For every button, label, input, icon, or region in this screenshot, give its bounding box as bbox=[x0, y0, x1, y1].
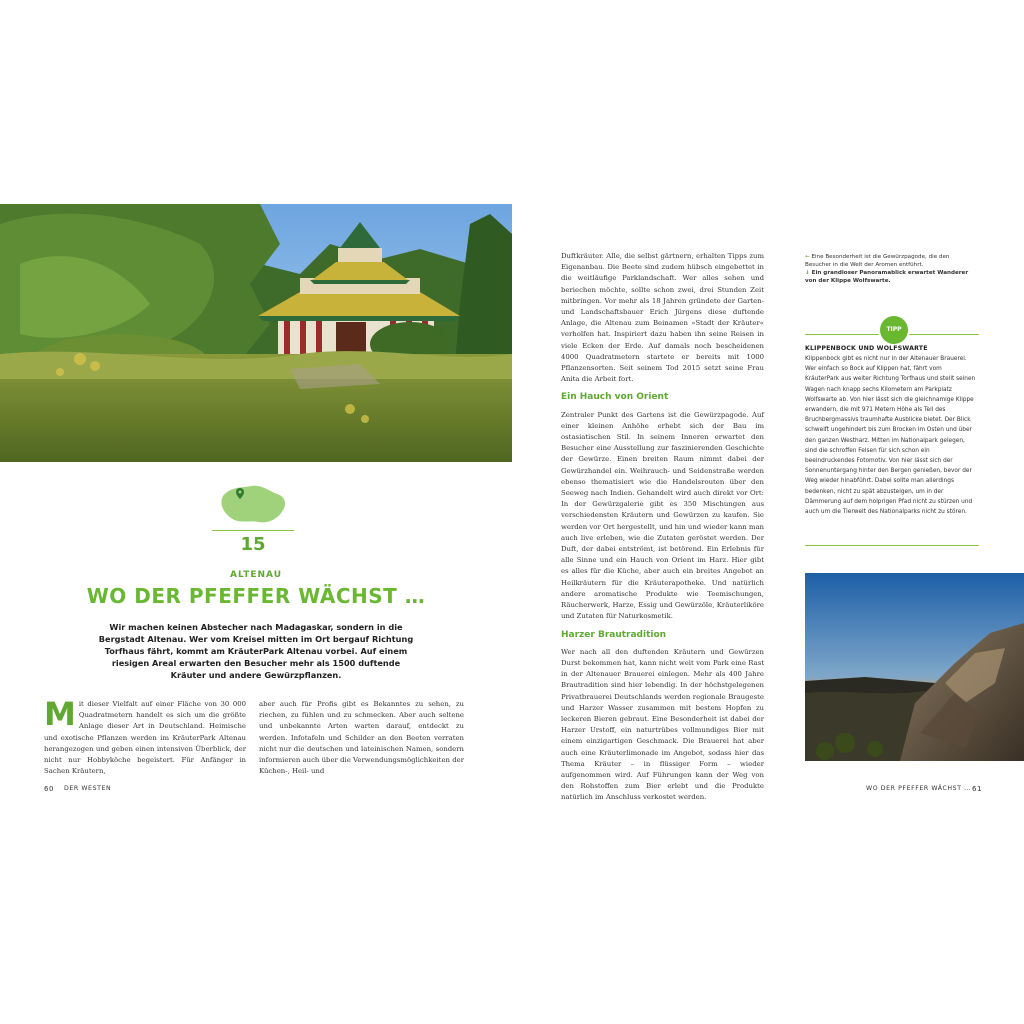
drop-cap: M bbox=[44, 695, 76, 733]
body-column-1 bbox=[44, 695, 246, 777]
arrow-left-icon: ← bbox=[805, 254, 810, 260]
subheading-orient: Ein Hauch von Orient bbox=[561, 392, 669, 403]
intro-paragraph: Wir machen keinen Abstecher nach Madagaskar, sondern in die Bergstadt Altenau. Wer vom Kreisel mitten im Ort bergauf Richtung Torfhaus fährt, kommt am KräuterPark Altenau vorbei. Auf einem riesigen Areal erwarten den Besucher mehr als 1500 duftende Kräuter und andere Gewürzpflanzen. bbox=[98, 622, 414, 680]
tip-text: Klippenbock gibt es nicht nur in der Altenauer Brauerei. Wer einfach so Bock auf Klippen hat, fährt vom KräuterPark aus weiter Richtung Torfhaus und stellt seinen Wagen nach knapp sechs Kilometern am Parkplatz Wolfswarte ab. Von hier lässt sich die gleichnamige Klippe erwandern, die mit 971 Metern Höhe als Teil des Bruchbergmassivs traumhafte Ausblicke bietet. Der Blick schweift ungehindert bis zum Brocken im Osten und über den ganzen Westharz. Mitten im Nationalpark gelegen, sind die schroffen Felsen für sich schon ein beeindruckendes Fotomotiv. Von hier lässt sich der Sonnenuntergang hinter den Bergen genießen, bevor der Weg wieder hinabführt. Dabei sollte man allerdings bedenken, nicht zu spät abzusteigen, um in der Dämmerung auf dem holprigen Pfad nicht zu stürzen und auch um die Tierwelt des Nationalparks nicht zu stören. bbox=[805, 356, 976, 516]
caption-pagoda: ← Eine Besonderheit ist die Gewürzpagode, die den Besucher in die Welt der Aromen entführt. bbox=[805, 254, 950, 268]
tip-rule-left bbox=[805, 334, 879, 335]
pagoda-photo bbox=[0, 204, 512, 462]
col1-text: it dieser Vielfalt auf einer Fläche von 30 000 Quadratmetern handelt es sich um die größte Anlage dieser Art in Deutschland. Heimische und exotische Pflanzen werden im KräuterPark Altenau herangezogen und geben einen intensiven Überblick, der nicht nur Hobbyköche begeistert. Für Anfänger in Sachen Kräutern, bbox=[44, 700, 246, 776]
col3-paragraph-1: Duftkräuter. Alle, die selbst gärtnern, erhalten Tipps zum Eigenanbau. Die Beete sind zudem hübsch eingebettet in die weitläufige Parklandschaft. Wer alles sehen und beriechen möchte, sollte schon zwei, drei Stunden Zeit mitbringen. Vor mehr als 18 Jahren gründete der Garten- und Landschaftsbauer Erich Jürgens diese duftende Anlage, die Altenau zum Beinamen »Stadt der Kräuter« verholfen hat. Inspiriert dazu haben ihn seine Reisen in viele Ecken der Erde. Auf damals noch bescheidenen 4000 Quadratmetern startete er bereits mit 1000 Pflanzensorten. Seit seinem Tod 2015 setzt seine Frau Anita die Arbeit fort. bbox=[561, 252, 764, 384]
tour-number: 15 bbox=[240, 534, 266, 555]
col3-paragraph-3: Wer nach all den duftenden Kräutern und Gewürzen Durst bekommen hat, kann nicht weit vom Park eine Rast in der Altenauer Brauerei einlegen. Mehr als 400 Jahre Brautradition sind hier lebendig. In der höchstgelegenen Privatbrauerei Deutschlands werden regionale Braugeste und Harzer Wasser zusammen mit bestem Hopfen zu leckeren Bieren gebraut. Eine Besonderheit ist dabei der Harzer Urstoff, ein naturtrübes vollmundiges Bier mit einem einzigartigen Geschmack. Die Brauerei hat aber auch eine Kräuterlimonade im Angebot, sodass hier das Thema Kräuter – in flüssiger Form – wieder aufgenommen wird. Auf Führungen kann der Weg von den Rohstoffen zum Bier erlebt und die Produkte natürlich im Anschluss verkostet werden. bbox=[561, 647, 764, 802]
arrow-down-icon: ↓ bbox=[805, 270, 810, 276]
left-page-number: 60 bbox=[44, 785, 55, 793]
tip-title: KLIPPENBOCK UND WOLFSWARTE bbox=[805, 345, 928, 352]
body-column-2: aber auch für Profis gibt es Bekanntes zu sehen, zu riechen, zu fühlen und zu schmecken. Aber auch seltene und unbekannte Arten warten darauf, entdeckt zu werden. Infotafeln und Schilder an den Beeten verraten nicht nur die deutschen und lateinischen Namen, sondern informieren auch über die Verwendungsmöglichkeiten der Küchen-, Heil- und bbox=[259, 700, 464, 776]
running-title: WO DER PFEFFER WÄCHST … bbox=[866, 785, 971, 792]
tip-rule-bottom bbox=[805, 545, 979, 546]
left-section-label: DER WESTEN bbox=[64, 785, 112, 792]
right-page-number: 61 bbox=[972, 785, 983, 793]
article-title: WO DER PFEFFER WÄCHST … bbox=[86, 584, 426, 608]
body-column-3 bbox=[561, 251, 764, 804]
caption-wolfswarte: ↓ Ein grandioser Panoramablick erwartet Wanderer von der Klippe Wolfswarte. bbox=[805, 270, 969, 284]
wolfswarte-photo bbox=[805, 573, 1024, 761]
number-rule bbox=[212, 530, 294, 531]
tip-badge: TIPP bbox=[880, 316, 908, 344]
col3-paragraph-2: Zentraler Punkt des Gartens ist die Gewürzpagode. Auf einer kleinen Anhöhe erhebt sich der Bau im ostasiatischen Stil. In seinem Inneren erwartet den Besucher eine Ausstellung zur faszinierenden Geschichte der Gewürze. Einen breiten Raum nimmt dabei der Gewürzhandel ein. Weihrauch- und Seidenstraße werden ebenso thematisiert wie die Handelsrouten über den Seeweg nach Indien. Gehandelt wird auch direkt vor Ort: In der Gewürzgalerie gibt es 350 Mischungen aus verschiedensten Kräutern und Gewürzen zu kaufen. Sie werden vor Ort hergestellt, und hin und wieder kann man auch live erleben, wie die Zutaten geröstet werden. Der Duft, der dabei entströmt, ist betörend. Ein Erlebnis für alle Sinne und ein Hauch von Orient im Harz. Hier gibt es alles für die Küche, aber auch ein breites Angebot an Heilkräutern für die Kräuterapotheke. Und natürlich andere aromatische Produkte wie Teemischungen, Räucherwerk, Harze, Essig und Gewürzöle, Kräuterliköre und Zutaten für Naturkosmetik. bbox=[561, 410, 764, 621]
subheading-brautradition: Harzer Brautradition bbox=[561, 629, 667, 640]
photo-captions bbox=[805, 253, 977, 285]
location-label: ALTENAU bbox=[229, 570, 283, 580]
harz-map-icon bbox=[219, 482, 289, 528]
tip-rule-right bbox=[909, 334, 979, 335]
